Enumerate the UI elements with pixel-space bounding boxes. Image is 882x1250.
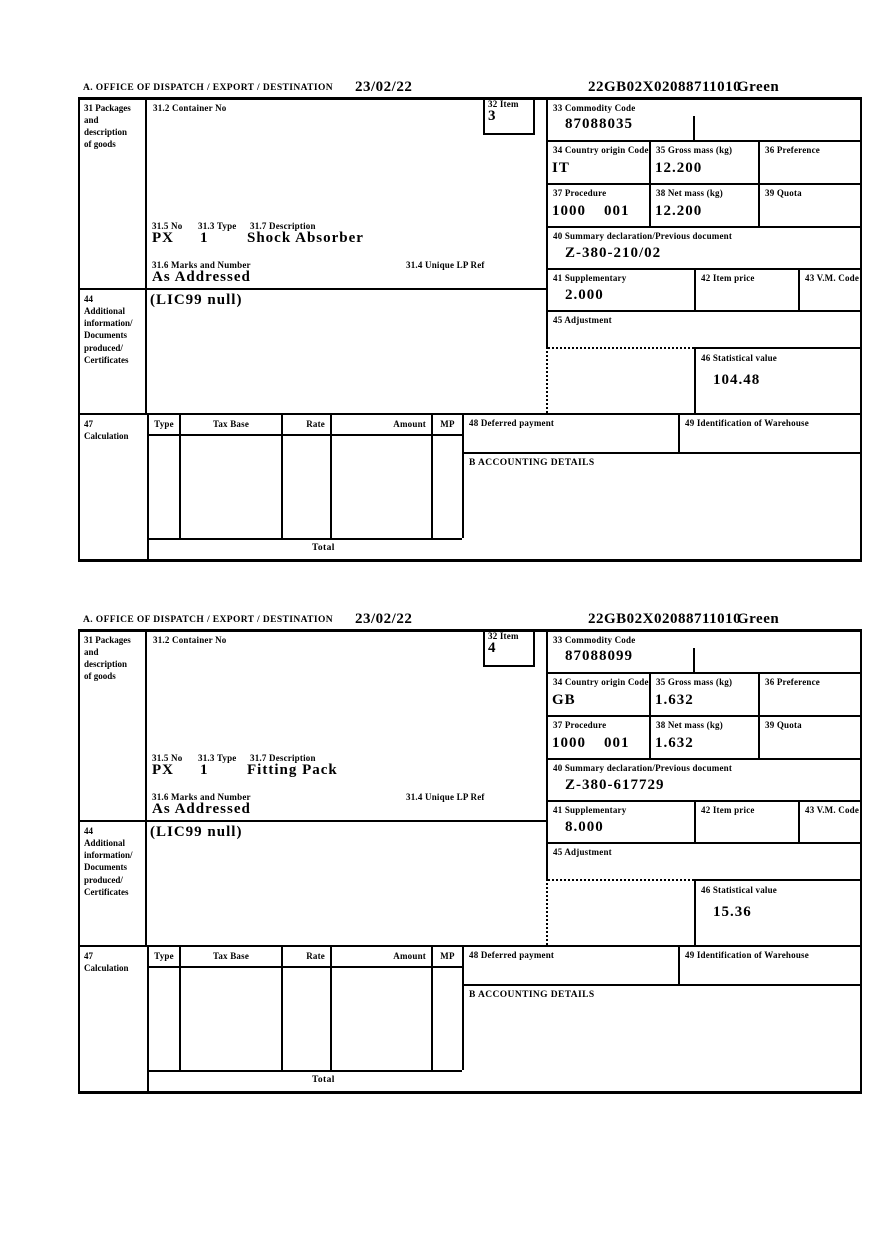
dispatch-date: 23/02/22 [355, 79, 413, 95]
box-46-label: 46 Statistical value [701, 353, 777, 363]
box-41-supplementary [546, 268, 694, 310]
box-31-3-label: 31.3 Type [198, 753, 237, 763]
table-cell-amount [330, 966, 431, 1070]
label-line: and [84, 115, 99, 126]
table-cell-mp [431, 966, 462, 1070]
box-32-item [483, 629, 535, 667]
table-total-label: Total [312, 543, 335, 553]
box-33-value: 87088099 [565, 648, 633, 664]
box-46-value: 15.36 [713, 904, 752, 920]
box-48-label: 48 Deferred payment [469, 418, 555, 428]
box-31-7-label: 31.7 Description [250, 753, 316, 763]
table-cell-type [147, 966, 179, 1070]
box-31-3-value: 1 [200, 230, 209, 246]
box-34-label: 34 Country origin Code [553, 677, 649, 687]
box-35-value: 1.632 [655, 692, 694, 708]
table-total-row [147, 1070, 860, 1094]
box-40-label: 40 Summary declaration/Previous document [553, 763, 733, 773]
box-49-label: 49 Identification of Warehouse [685, 950, 809, 960]
box-33-commodity-code [546, 629, 860, 672]
dotted-horizontal-line [548, 879, 694, 881]
form-frame [78, 97, 862, 562]
table-cell-rate [281, 434, 330, 538]
box-40-summary-declaration [546, 758, 860, 800]
box-37-value-1: 1000 [552, 735, 586, 751]
dispatch-date: 23/02/22 [355, 611, 413, 627]
label-line: 44 [84, 826, 93, 836]
routing-status: Green [737, 79, 780, 95]
routing-status: Green [737, 611, 780, 627]
box-46-statistical-value [694, 347, 860, 413]
box-32-item [483, 97, 535, 135]
box-38-net-mass [649, 183, 758, 226]
box-45-adjustment [546, 310, 860, 347]
box-38-value: 12.200 [655, 203, 703, 219]
box-44-additional-info [78, 288, 145, 413]
box-33-label: 33 Commodity Code [553, 635, 636, 645]
box-45-adjustment [546, 842, 860, 879]
box-36-label: 36 Preference [765, 145, 820, 155]
label-line: description [84, 659, 128, 670]
table-total-row [147, 538, 860, 562]
box-32-value: 3 [488, 108, 497, 124]
box-45-label: 45 Adjustment [553, 847, 612, 857]
declaration-reference: 22GB02X02088711010 [588, 611, 742, 627]
box-35-label: 35 Gross mass (kg) [656, 145, 733, 155]
box-38-value: 1.632 [655, 735, 694, 751]
box-37-procedure [546, 183, 649, 226]
box-35-value: 12.200 [655, 160, 703, 176]
box-33-commodity-code [546, 97, 860, 140]
label-line: Documents [84, 330, 127, 341]
box-41-label: 41 Supplementary [553, 273, 627, 283]
declaration-item-sheet [0, 612, 882, 1144]
declaration-item-sheet [0, 80, 882, 612]
label-line: description [84, 127, 128, 138]
box-38-label: 38 Net mass (kg) [656, 188, 723, 198]
box-31-2-label: 31.2 Container No [153, 103, 227, 113]
box-31-5-value: PX [152, 762, 174, 778]
box-36-preference [758, 672, 860, 715]
box-35-gross-mass [649, 672, 758, 715]
box-45-label: 45 Adjustment [553, 315, 612, 325]
label-line: 31 Packages [84, 635, 131, 645]
box-31-4-label: 31.4 Unique LP Ref [406, 260, 485, 270]
box-43-vm-code [798, 268, 860, 310]
box-44-content [145, 288, 546, 413]
table-header-mp: MP [431, 413, 462, 434]
box-48-deferred-payment [462, 945, 678, 984]
box-31-3-value: 1 [200, 762, 209, 778]
box-31-7-label: 31.7 Description [250, 221, 316, 231]
label-line: 47 [84, 951, 93, 961]
box-48-deferred-payment [462, 413, 678, 452]
table-header-mp: MP [431, 945, 462, 966]
box-38-label: 38 Net mass (kg) [656, 720, 723, 730]
box-37-procedure [546, 715, 649, 758]
table-header-amount: Amount [330, 945, 431, 966]
label-line: Certificates [84, 886, 129, 897]
label-line: produced/ [84, 342, 123, 353]
box-37-label: 37 Procedure [553, 720, 607, 730]
dotted-vertical-line [546, 347, 548, 413]
label-line: information/ [84, 318, 133, 329]
label-line: Calculation [84, 963, 129, 974]
box-42-item-price [694, 800, 798, 842]
frame-right-line [860, 97, 862, 562]
box-31-6-label: 31.6 Marks and Number [152, 260, 251, 270]
label-line: Documents [84, 862, 127, 873]
box-31-7-value: Shock Absorber [247, 230, 364, 246]
box-40-label: 40 Summary declaration/Previous document [553, 231, 733, 241]
box-31-5-label: 31.5 No [152, 221, 183, 231]
box-31-6-value: As Addressed [152, 801, 251, 817]
table-header-amount: Amount [330, 413, 431, 434]
table-cell-tax-base [179, 434, 281, 538]
box-39-label: 39 Quota [765, 720, 802, 730]
table-header-tax-base: Tax Base [179, 945, 281, 966]
table-header-type: Type [147, 413, 179, 434]
label-line: 47 [84, 419, 93, 429]
label-line: Calculation [84, 431, 129, 442]
box-34-value: IT [552, 160, 570, 176]
section-b-title: B ACCOUNTING DETAILS [469, 990, 595, 1000]
table-cell-tax-base [179, 966, 281, 1070]
box-33-value: 87088035 [565, 116, 633, 132]
box-34-value: GB [552, 692, 576, 708]
dotted-horizontal-line [548, 347, 694, 349]
box-47-calculation [78, 945, 147, 1094]
box-34-label: 34 Country origin Code [553, 145, 649, 155]
box-31-3-label: 31.3 Type [198, 221, 237, 231]
table-cell-type [147, 434, 179, 538]
box-48-label: 48 Deferred payment [469, 950, 555, 960]
box-31-5-label: 31.5 No [152, 753, 183, 763]
table-cell-amount [330, 434, 431, 538]
section-a-title: A. OFFICE OF DISPATCH / EXPORT / DESTINATION [83, 83, 334, 93]
box-31-6-value: As Addressed [152, 269, 251, 285]
box-35-gross-mass [649, 140, 758, 183]
box-40-value: Z-380-617729 [565, 777, 665, 793]
label-line: of goods [84, 671, 116, 682]
label-line: Additional [84, 306, 126, 317]
box-31-4-label: 31.4 Unique LP Ref [406, 792, 485, 802]
box-33-label: 33 Commodity Code [553, 103, 636, 113]
box-41-value: 8.000 [565, 819, 604, 835]
box-44-value: (LIC99 null) [150, 824, 243, 840]
box-36-preference [758, 140, 860, 183]
box-46-value: 104.48 [713, 372, 761, 388]
box-39-label: 39 Quota [765, 188, 802, 198]
box-39-quota [758, 183, 860, 226]
label-line: produced/ [84, 874, 123, 885]
label-line: Certificates [84, 354, 129, 365]
box-40-value: Z-380-210/02 [565, 245, 662, 261]
label-line: 31 Packages [84, 103, 131, 113]
box-42-item-price [694, 268, 798, 310]
form-frame [78, 629, 862, 1094]
table-cell-mp [431, 434, 462, 538]
box-46-label: 46 Statistical value [701, 885, 777, 895]
box-37-value-1: 1000 [552, 203, 586, 219]
box-37-value-2: 001 [604, 203, 630, 219]
box-47-calculation [78, 413, 147, 562]
box-31-5-value: PX [152, 230, 174, 246]
box-38-net-mass [649, 715, 758, 758]
label-line: 44 [84, 294, 93, 304]
box-39-quota [758, 715, 860, 758]
box-32-label: 32 Item [488, 99, 519, 109]
section-b-accounting [462, 452, 860, 538]
box-43-label: 43 V.M. Code [805, 273, 860, 283]
box-37-label: 37 Procedure [553, 188, 607, 198]
box-49-label: 49 Identification of Warehouse [685, 418, 809, 428]
box-31-packages [78, 629, 145, 820]
box-43-label: 43 V.M. Code [805, 805, 860, 815]
label-line: information/ [84, 850, 133, 861]
box-41-value: 2.000 [565, 287, 604, 303]
table-cell-rate [281, 966, 330, 1070]
table-header-rate: Rate [281, 945, 330, 966]
box-44-content [145, 820, 546, 945]
box-34-country-origin [546, 140, 649, 183]
box-34-country-origin [546, 672, 649, 715]
box-32-label: 32 Item [488, 631, 519, 641]
box-31-7-value: Fitting Pack [247, 762, 338, 778]
box-43-vm-code [798, 800, 860, 842]
box-32-value: 4 [488, 640, 497, 656]
table-header-rate: Rate [281, 413, 330, 434]
box-35-label: 35 Gross mass (kg) [656, 677, 733, 687]
box-36-label: 36 Preference [765, 677, 820, 687]
box-44-additional-info [78, 820, 145, 945]
box-31-2-label: 31.2 Container No [153, 635, 227, 645]
box-41-label: 41 Supplementary [553, 805, 627, 815]
box-42-label: 42 Item price [701, 805, 755, 815]
box-49-warehouse [678, 413, 860, 452]
box-49-warehouse [678, 945, 860, 984]
table-total-label: Total [312, 1075, 335, 1085]
section-a-title: A. OFFICE OF DISPATCH / EXPORT / DESTINATION [83, 615, 334, 625]
box-41-supplementary [546, 800, 694, 842]
box-42-label: 42 Item price [701, 273, 755, 283]
label-line: Additional [84, 838, 126, 849]
section-b-title: B ACCOUNTING DETAILS [469, 458, 595, 468]
label-line: of goods [84, 139, 116, 150]
box-46-statistical-value [694, 879, 860, 945]
box-37-value-2: 001 [604, 735, 630, 751]
box-31-packages [78, 97, 145, 288]
declaration-reference: 22GB02X02088711010 [588, 79, 742, 95]
frame-right-line [860, 629, 862, 1094]
dotted-vertical-line [546, 879, 548, 945]
table-header-type: Type [147, 945, 179, 966]
box-31-6-label: 31.6 Marks and Number [152, 792, 251, 802]
label-line: and [84, 647, 99, 658]
box-40-summary-declaration [546, 226, 860, 268]
box-44-value: (LIC99 null) [150, 292, 243, 308]
section-b-accounting [462, 984, 860, 1070]
table-header-tax-base: Tax Base [179, 413, 281, 434]
